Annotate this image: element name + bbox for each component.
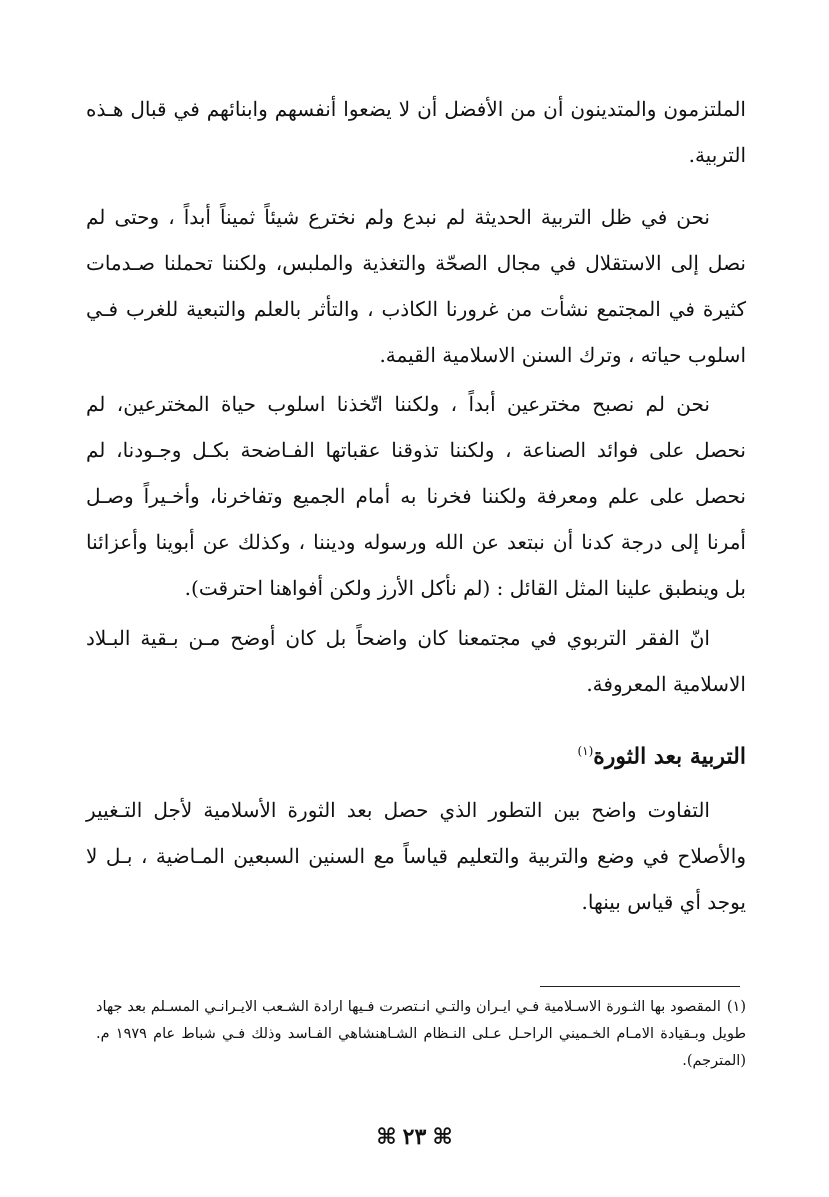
footnote-marker: (١) bbox=[726, 999, 746, 1015]
paragraph-inventors: نحن لم نصبح مخترعين أبداً ، ولكننا اتّخذنا اسلوب حياة المخترعين، لم نحصل على فوائد الصناعة ، ولكننا تذوقنا عقباتها الفـاضحة بكـل وجـودنا، لم نحصل على علم ومعرفة ولكننا فخرنا به أمام الجميع وتفاخرنا، وأخـيراً وصـل أمرنا إلى درجة كدنا أن نبتعد عن الله ورسوله وديننا ، وكذلك عن أبوينا وأعزائنا بل وينطبق علينا المثل القائل : (لم نأكل الأرز ولكن أفواهنا احترقت). bbox=[86, 392, 746, 600]
ornament-icon: ⌘ bbox=[432, 1124, 453, 1150]
footnote-reference: (١) bbox=[577, 744, 594, 758]
paragraph-continuation: الملتزمون والمتدينون أن من الأفضل أن لا يضعوا أنفسهم وابنائهم في قبال هـذه التربية. bbox=[86, 97, 746, 167]
paragraph-after-revolution: التفاوت واضح بين التطور الذي حصل بعد الثورة الأسلامية لأجل التـغيير والأصلاح في وضع والتربية والتعليم قياساً مع السنين السبعين المـاضية ، بـل لا يوجد أي قياس بينها. bbox=[86, 798, 746, 914]
page-number-value: ٢٣ bbox=[402, 1124, 427, 1150]
ornament-icon: ⌘ bbox=[376, 1124, 397, 1150]
footnote-text: المقصود بها الثـورة الاسـلامية فـي ايـران والتـي انـتصرت فـيها ارادة الشـعب الايـرانـي المسـلم بعد جهاد طويل وبـقيادة الامـام الخـميني الراحـل عـلى النـظام الشـاهنشاهي الفـاسد وذلك فـي شباط عام ١٩٧٩ م. (المترجم). bbox=[96, 999, 747, 1069]
paragraph-educational-poverty: انّ الفقر التربوي في مجتمعنا كان واضحاً بل كان أوضح مـن بـقية البـلاد الاسلامية المعروفة. bbox=[86, 626, 746, 696]
page-number bbox=[0, 1121, 829, 1153]
footnote-divider bbox=[540, 986, 740, 987]
section-heading bbox=[86, 731, 746, 776]
section-heading-text: التربية بعد الثورة bbox=[593, 743, 746, 770]
footnote bbox=[96, 994, 746, 1075]
paragraph-modern-education: نحن في ظل التربية الحديثة لم نبدع ولم نخترع شيئاً ثميناً أبداً ، وحتى لم نصل إلى الاستقلال في مجال الصحّة والتغذية والملبس، ولكننا تحملنا صـدمات كثيرة في المجتمع نشأت من غرورنا الكاذب ، والتأثر بالعلم والتبعية للغرب فـي اسلوب حياته ، وترك السنن الاسلامية القيمة. bbox=[86, 205, 746, 367]
